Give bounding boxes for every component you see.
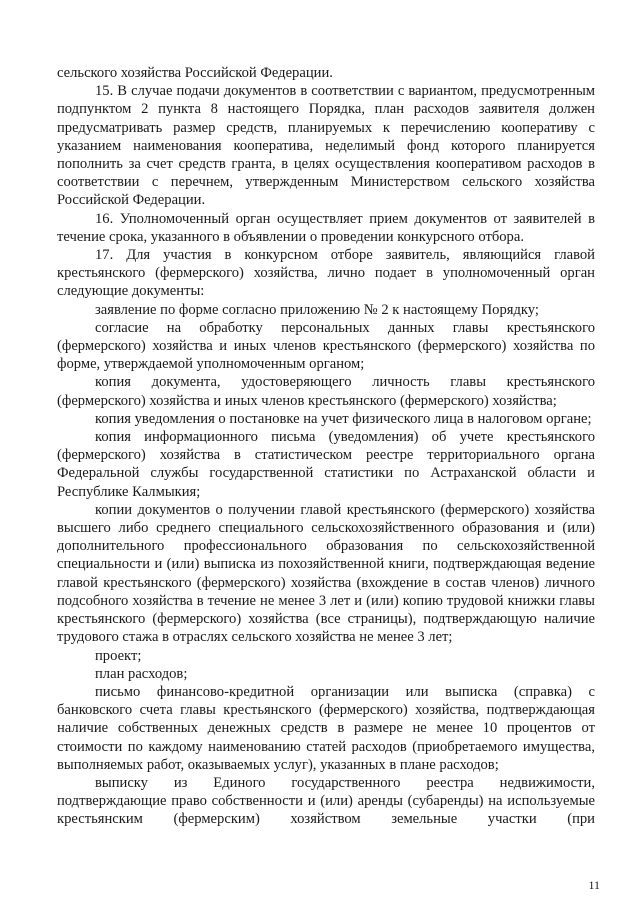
paragraph-continuation: сельского хозяйства Российской Федерации. [57, 65, 333, 81]
paragraph-item-16: 16. Уполномоченный орган осуществляет прием документов от заявителей в течение срока, указанного в объявлении о проведении конкурсного отбора. [57, 210, 595, 245]
page-number: 11 [588, 878, 600, 892]
paragraph-item-15: 15. В случае подачи документов в соответствии с вариантом, предусмотренным подпунктом 2 пункта 8 настоящего Порядка, план расходов заявителя должен предусматривать размер средств, планируемых к перечислению кооперативу с указанием наименования кооператива, неделимый фонд которого планируется пополнить за счет средств гранта, в целях осуществления кооперативом расходов в соответствии с перечнем, утвержденным Министерством сельского хозяйства Российской Федерации. [57, 83, 595, 209]
list-item-identity-copy: копия документа, удостоверяющего личность главы крестьянского (фермерского) хозяйства и иных членов крестьянского (фермерского) хозяйства; [57, 374, 595, 409]
list-item-statistics-letter: копия информационного письма (уведомления) об учете крестьянского (фермерского) хозяйства в статистическом реестре территориального органа Федеральной службы государственной статистики по Астраханской области и Республике Калмыкия; [57, 429, 595, 500]
list-item-application: заявление по форме согласно приложению № 2 к настоящему Порядку; [95, 301, 539, 318]
list-item-bank-letter: письмо финансово-кредитной организации или выписка (справка) с банковского счета главы крестьянского (фермерского) хозяйства, подтверждающая наличие собственных денежных средств в размере не менее 10 процентов от стоимости по каждому наименованию статей расходов (приобретаемого имущества, выполняемых работ, оказываемых услуг), указанных в плане расходов; [57, 683, 595, 773]
paragraph-item-17: 17. Для участия в конкурсном отборе заявитель, являющийся главой крестьянского (фермерского) хозяйства, лично подает в уполномоченный орган следующие документы: [57, 247, 595, 300]
document-body [57, 64, 595, 829]
list-item-education-copies: копии документов о получении главой крестьянского (фермерского) хозяйства высшего либо среднего специального сельскохозяйственного образования и (или) дополнительного профессионального образования по сельскохозяйственной специальности и (или) выписка из похозяйственной книги, подтверждающая ведение главой крестьянского (фермерского) хозяйства (вхождение в состав членов) личного подсобного хозяйства в течение не менее 3 лет и (или) копию трудовой книжки главы крестьянского (фермерского) хозяйства (все страницы), подтверждающую наличие трудового стажа в отраслях сельского хозяйства не менее 3 лет; [57, 501, 595, 646]
list-item-consent: согласие на обработку персональных данных главы крестьянского (фермерского) хозяйства и иных членов крестьянского (фермерского) хозяйства по форме, утверждаемой уполномоченным органом; [57, 319, 595, 373]
list-item-registry-extract: выписку из Единого государственного реестра недвижимости, подтверждающие право собственности и (или) аренды (субаренды) на используемые крестьянским (фермерским) хозяйством земельные участки (при [57, 774, 595, 828]
list-item-expense-plan: план расходов; [95, 665, 188, 682]
list-item-project: проект; [95, 647, 142, 664]
list-item-tax-notice: копия уведомления о постановке на учет физического лица в налоговом органе; [95, 410, 592, 427]
